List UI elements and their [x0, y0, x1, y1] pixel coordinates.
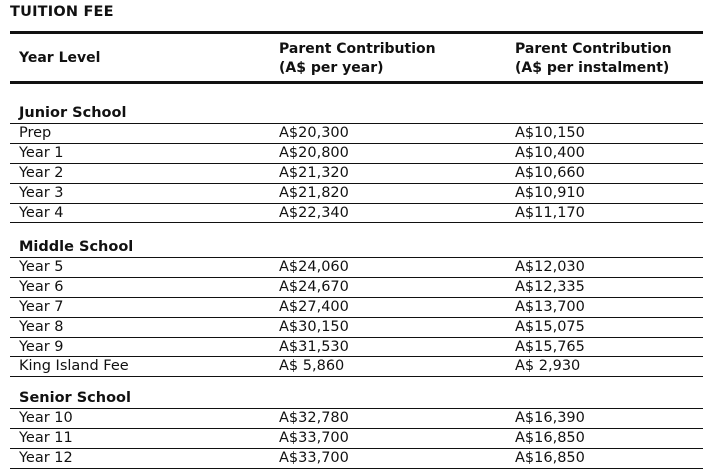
year-level-cell: Year 8 [19, 318, 64, 335]
year-level-cell: Year 11 [19, 429, 73, 446]
per-year-cell: A$20,800 [279, 144, 349, 161]
header-per-instalment [515, 40, 672, 78]
per-instalment-cell: A$15,075 [515, 318, 585, 335]
per-year-cell: A$ 5,860 [279, 358, 345, 375]
table-row [10, 278, 703, 298]
per-year-cell: A$24,670 [279, 278, 349, 295]
per-instalment-cell: A$16,850 [515, 449, 585, 466]
header-per-instalment-line2: (A$ per instalment) [515, 60, 670, 76]
header-rule [10, 81, 703, 84]
header-per-instalment-line1: Parent Contribution [515, 41, 672, 57]
per-instalment-cell: A$10,150 [515, 125, 585, 141]
header-year-level: Year Level [19, 50, 101, 66]
year-level-cell: Year 12 [19, 449, 73, 466]
table-row [10, 144, 703, 164]
per-instalment-cell: A$10,400 [515, 144, 585, 161]
year-level-cell: Year 1 [19, 144, 64, 161]
per-instalment-cell: A$ 2,930 [515, 358, 581, 375]
section-title: Middle School [19, 239, 134, 255]
per-year-cell: A$21,820 [279, 184, 349, 201]
section-junior-school [10, 103, 703, 223]
per-instalment-cell: A$10,910 [515, 184, 585, 201]
table-row [10, 164, 703, 184]
year-level-cell: King Island Fee [19, 358, 129, 375]
year-level-cell: Prep [19, 125, 52, 141]
page-title: TUITION FEE [10, 4, 114, 20]
per-instalment-cell: A$16,850 [515, 429, 585, 446]
year-level-cell: Year 7 [19, 298, 64, 315]
table-row [10, 298, 703, 318]
year-level-cell: Year 6 [19, 278, 64, 295]
per-instalment-cell: A$16,390 [515, 410, 585, 426]
per-instalment-cell: A$13,700 [515, 298, 585, 315]
year-level-cell: Year 4 [19, 204, 64, 221]
per-instalment-cell: A$12,030 [515, 259, 585, 275]
table-row [10, 449, 703, 469]
per-year-cell: A$22,340 [279, 204, 349, 221]
header-per-year [279, 40, 436, 78]
per-year-cell: A$33,700 [279, 429, 349, 446]
per-year-cell: A$32,780 [279, 410, 349, 426]
year-level-cell: Year 5 [19, 259, 64, 275]
table-row [10, 338, 703, 358]
per-instalment-cell: A$12,335 [515, 278, 585, 295]
table-row [10, 184, 703, 204]
table-row [10, 318, 703, 338]
table-row [10, 357, 703, 377]
table-row [10, 429, 703, 449]
per-year-cell: A$20,300 [279, 125, 349, 141]
per-year-cell: A$33,700 [279, 449, 349, 466]
per-year-cell: A$24,060 [279, 259, 349, 275]
per-instalment-cell: A$11,170 [515, 204, 585, 221]
section-middle-school [10, 237, 703, 377]
per-year-cell: A$21,320 [279, 164, 349, 181]
per-instalment-cell: A$10,660 [515, 164, 585, 181]
table-row [10, 204, 703, 224]
per-year-cell: A$30,150 [279, 318, 349, 335]
year-level-cell: Year 10 [19, 410, 73, 426]
header-per-year-line1: Parent Contribution [279, 41, 436, 57]
year-level-cell: Year 3 [19, 184, 64, 201]
table-row [10, 408, 703, 429]
header-per-year-line2: (A$ per year) [279, 60, 384, 76]
section-title: Junior School [19, 105, 127, 121]
per-instalment-cell: A$15,765 [515, 338, 585, 355]
table-row [10, 123, 703, 144]
year-level-cell: Year 9 [19, 338, 64, 355]
section-senior-school [10, 388, 703, 469]
top-rule [10, 31, 703, 34]
section-title: Senior School [19, 390, 131, 406]
per-year-cell: A$27,400 [279, 298, 349, 315]
per-year-cell: A$31,530 [279, 338, 349, 355]
table-row [10, 257, 703, 278]
year-level-cell: Year 2 [19, 164, 64, 181]
